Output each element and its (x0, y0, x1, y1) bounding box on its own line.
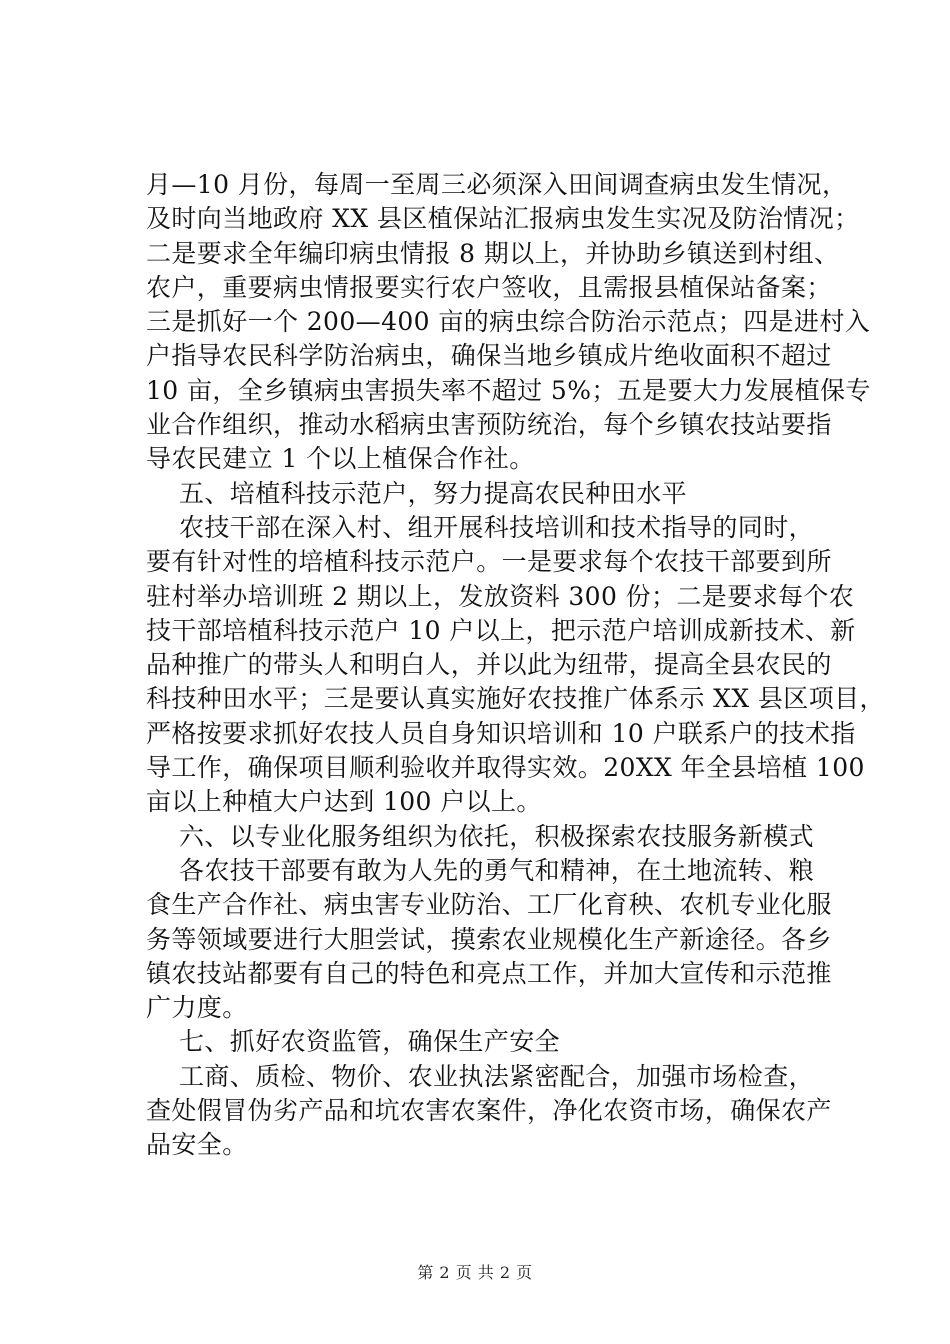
text-line: 要有针对性的培植科技示范户。一是要求每个农技干部要到所 (146, 547, 832, 577)
page-footer: 第 2 页 共 2 页 (417, 1263, 533, 1282)
text-line: 三是抓好一个 200—400 亩的病虫综合防治示范点；四是进村入 (146, 307, 871, 337)
text-line: 农户，重要病虫情报要实行农户签收，且需报县植保站备案； (146, 272, 832, 302)
text-line: 导农民建立 1 个以上植保合作社。 (146, 444, 535, 474)
text-line: 二是要求全年编印病虫情报 8 期以上，并协助乡镇送到村组、 (146, 238, 840, 268)
text-line: 查处假冒伪劣产品和坑农害农案件，净化农资市场，确保农产 (146, 1096, 832, 1126)
text-line: 户指导农民科学防治病虫，确保当地乡镇成片绝收面积不超过 (146, 341, 832, 371)
document-body (146, 168, 885, 1163)
text-line: 务等领域要进行大胆尝试，摸索农业规模化生产新途径。各乡 (146, 924, 832, 954)
text-line: 品安全。 (146, 1130, 248, 1160)
text-line: 技干部培植科技示范户 10 户以上，把示范户培训成新技术、新 (146, 615, 856, 645)
text-line: 月—10 月份，每周一至周三必须深入田间调查病虫发生情况， (146, 170, 848, 199)
text-line: 农技干部在深入村、组开展科技培训和技术指导的同时， (179, 512, 815, 542)
text-line: 各农技干部要有敢为人先的勇气和精神，在土地流转、粮 (179, 855, 815, 885)
text-line: 严格按要求抓好农技人员自身知识培训和 10 户联系户的技术指 (146, 718, 856, 748)
text-line: 导工作，确保项目顺利验收并取得实效。20XX 年全县培植 100 (146, 753, 865, 783)
text-line: 及时向当地政府 XX 县区植保站汇报病虫发生实况及防治情况； (146, 204, 860, 234)
text-line: 六、以专业化服务组织为依托，积极探索农技服务新模式 (179, 821, 815, 851)
text-line: 镇农技站都要有自己的特色和亮点工作，并加大宣传和示范推 (146, 958, 832, 988)
text-line: 业合作组织，推动水稻病虫害预防统治，每个乡镇农技站要指 (146, 410, 832, 440)
text-line: 工商、质检、物价、农业执法紧密配合，加强市场检查， (179, 1061, 815, 1091)
text-line: 七、抓好农资监管，确保生产安全 (179, 1027, 561, 1057)
text-line: 10 亩，全乡镇病虫害损失率不超过 5%；五是要大力发展植保专 (146, 375, 871, 405)
text-line: 驻村举办培训班 2 期以上，发放资料 300 份；二是要求每个农 (146, 581, 855, 611)
text-line: 广力度。 (146, 993, 248, 1023)
text-line: 亩以上种植大户达到 100 户以上。 (146, 787, 542, 817)
text-line: 食生产合作社、病虫害专业防治、工厂化育秧、农机专业化服 (146, 890, 832, 920)
text-line: 五、培植科技示范户，努力提高农民种田水平 (179, 478, 688, 508)
text-line: 科技种田水平；三是要认真实施好农技推广体系示 XX 县区项目， (146, 684, 885, 714)
text-line: 品种推广的带头人和明白人，并以此为纽带，提高全县农民的 (146, 650, 832, 680)
